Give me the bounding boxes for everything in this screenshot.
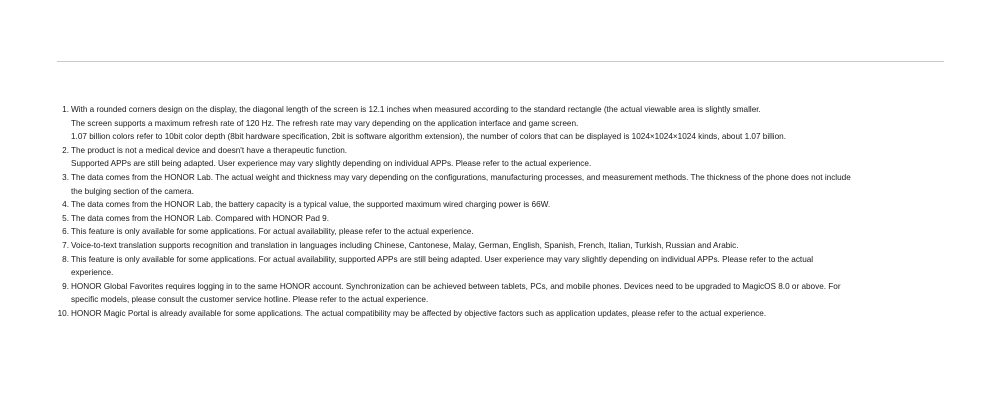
footnote-item [57, 239, 907, 253]
footnotes-list [57, 103, 907, 321]
footnote-item [57, 103, 907, 144]
footnote-number: 1. [62, 105, 69, 114]
footnote-line: Supported APPs are still being adapted. User experience may vary slightly depending on individual APPs. Please refer to the actual experience. [71, 159, 592, 169]
footnote-line: The product is not a medical device and doesn't have a therapeutic function. [71, 145, 348, 155]
footnote-line: specific models, please consult the customer service hotline. Please refer to the actual experience. [71, 295, 429, 305]
footnote-line: HONOR Magic Portal is already available for some applications. The actual compatibility may be affected by objective factors such as application updates, please refer to the actual experience. [71, 308, 767, 318]
footnote-line: experience. [71, 268, 114, 278]
footnote-number: 4. [62, 200, 69, 210]
footnote-item [57, 307, 907, 321]
footnote-line: the bulging section of the camera. [71, 186, 194, 196]
footnote-text [71, 171, 907, 198]
footnote-item [57, 280, 907, 307]
footnote-line: With a rounded corners design on the display, the diagonal length of the screen is 12.1 inches when measured according to the standard rectangle (the actual viewable area is slightly smaller. [71, 105, 761, 114]
footnote-line: This feature is only available for some applications. For actual availability, please refer to the actual experience. [71, 227, 474, 237]
footnote-line: The data comes from the HONOR Lab. Compared with HONOR Pad 9. [71, 213, 330, 223]
footnote-line: 1.07 billion colors refer to 10bit color depth (8bit hardware specification, 2bit is software algorithm extension), the number of colors that can be displayed is 1024×1024×1024 kinds, about 1.07 billion. [71, 132, 787, 142]
footnote-text [71, 253, 907, 280]
footnote-number: 6. [62, 227, 69, 237]
footnote-number: 3. [62, 172, 69, 182]
footnote-number: 8. [62, 254, 69, 264]
footnote-item [57, 212, 907, 226]
footnote-number: 10. [57, 308, 69, 318]
footnote-item [57, 253, 907, 280]
footnote-item [57, 225, 907, 239]
footnote-text [71, 280, 907, 307]
footnote-line: Voice-to-text translation supports recognition and translation in languages including Chinese, Cantonese, Malay, German, English, Spanish, French, Italian, Turkish, Russian and Arabic. [71, 240, 739, 250]
footnote-text [71, 239, 907, 253]
footnote-item [57, 144, 907, 171]
section-divider [57, 61, 944, 62]
footnote-line: This feature is only available for some applications. For actual availability, supported APPs are still being adapted. User experience may vary slightly depending on individual APPs. Please refer to the actual [71, 254, 814, 264]
footnote-item [57, 171, 907, 198]
footnote-text [71, 103, 907, 144]
footnote-text [71, 198, 907, 212]
footnote-text [71, 144, 907, 171]
footnote-line: The screen supports a maximum refresh rate of 120 Hz. The refresh rate may vary depending on the application interface and game screen. [71, 118, 579, 128]
footnote-item [57, 198, 907, 212]
footnote-number: 9. [62, 281, 69, 291]
footnote-line: The data comes from the HONOR Lab, the battery capacity is a typical value, the supported maximum wired charging power is 66W. [71, 200, 551, 210]
footnote-number: 2. [62, 145, 69, 155]
footnote-text [71, 225, 907, 239]
footnote-line: The data comes from the HONOR Lab. The actual weight and thickness may vary depending on the configurations, manufacturing processes, and measurement methods. The thickness of the phone does not include [71, 172, 851, 182]
footnote-text [71, 307, 907, 321]
footnote-number: 7. [62, 240, 69, 250]
footnote-number: 5. [62, 213, 69, 223]
footnote-line: HONOR Global Favorites requires logging in to the same HONOR account. Synchronization can be achieved between tablets, PCs, and mobile phones. Devices need to be upgraded to MagicOS 8.0 or above. For [71, 281, 841, 291]
footnote-text [71, 212, 907, 226]
